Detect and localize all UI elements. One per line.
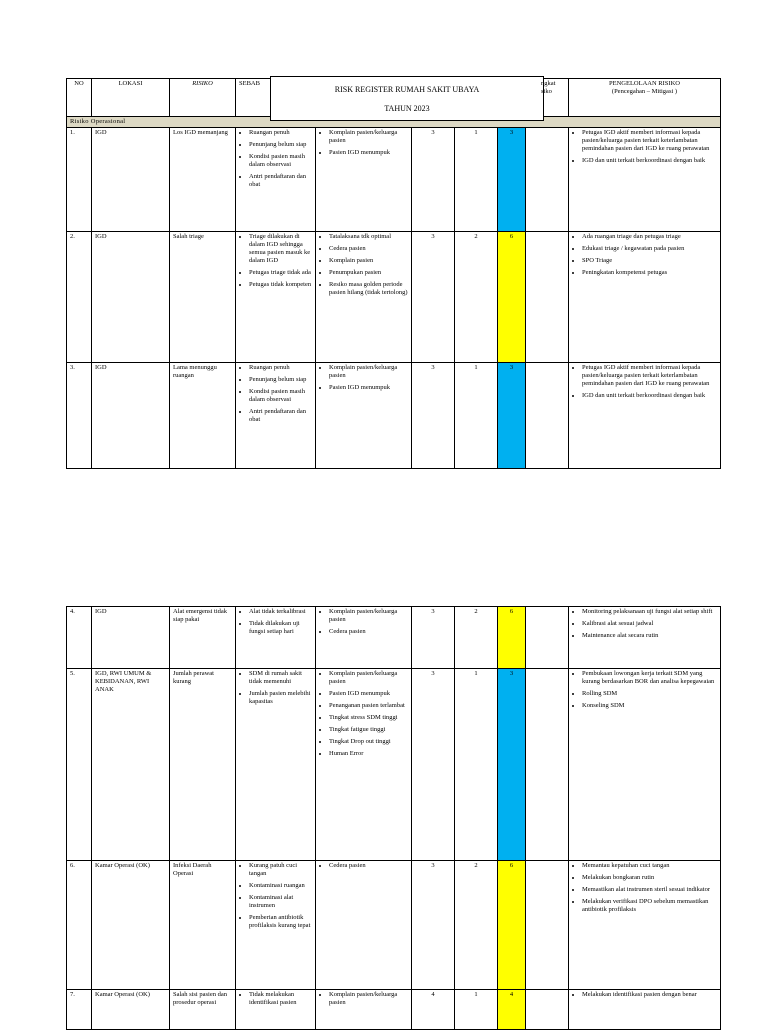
cell-pengelolaan-list (572, 233, 717, 277)
list-item: • Tingkat stress SDM tinggi (329, 714, 408, 722)
cell-tingkat (526, 363, 569, 469)
cell-lokasi: IGD, RWI UMUM & KEBIDANAN, RWI ANAK (92, 669, 170, 861)
cell-pengelolaan (569, 669, 721, 861)
list-item: • Alat tidak terkalibrasi (249, 608, 312, 616)
list-item: • Kontaminasi ruangan (249, 882, 312, 890)
list-item: • Komplain pasien (329, 257, 408, 265)
cell-probabilitas: 3 (412, 669, 455, 861)
cell-pengelolaan-list (572, 670, 717, 710)
list-item: • Petugas IGD aktif memberi informasi kepada pasien/keluarga pasien terkait keterlambatan pemindahan pasien dari IGD ke ruang perawatan (582, 364, 717, 388)
cell-lokasi: IGD (92, 232, 170, 363)
cell-pengelolaan-list (572, 862, 717, 914)
cell-sebab-list (239, 608, 312, 636)
cell-risiko: Los IGD memanjang (170, 128, 236, 232)
list-item: • Pemberian antibiotik profilaksis kurang tepat (249, 914, 312, 930)
cell-probabilitas: 3 (412, 363, 455, 469)
header-tingkat-line1: ngkat (541, 80, 556, 87)
list-item: • Cedera pasien (329, 862, 408, 870)
list-item: • Antri pendaftaran dan obat (249, 173, 312, 189)
list-item: • IGD dan unit terkait berkoordinasi dengan baik (582, 157, 717, 165)
list-item: • Petugas triage tidak ada (249, 269, 312, 277)
list-item: • Tidak melakukan identifikasi pasien (249, 991, 312, 1007)
cell-dampak-score: 1 (455, 128, 498, 232)
cell-pengelolaan-list (572, 608, 717, 640)
table-row (67, 128, 721, 232)
cell-probabilitas: 3 (412, 607, 455, 669)
list-item: • Melakukan bongkaran rutin (582, 874, 717, 882)
document-year: TAHUN 2023 (384, 104, 430, 113)
header-pengelolaan (569, 79, 721, 117)
cell-no: 6. (67, 861, 92, 990)
cell-dampak-list (319, 233, 408, 297)
cell-dampak-list (319, 862, 408, 870)
risk-register-table-page1 (66, 78, 721, 469)
cell-no: 3. (67, 363, 92, 469)
list-item: • Komplain pasien/keluarga pasien (329, 364, 408, 380)
list-item: • Penanganan pasien terlambat (329, 702, 408, 710)
list-item: • Memastikan alat instrumen steril sesuai indikator (582, 886, 717, 894)
cell-lokasi: IGD (92, 607, 170, 669)
cell-dampak-score: 2 (455, 861, 498, 990)
cell-nilai-risiko: 3 (498, 669, 526, 861)
cell-tingkat (526, 861, 569, 990)
cell-sebab (236, 363, 316, 469)
document-title-box (270, 76, 544, 121)
cell-tingkat (526, 128, 569, 232)
list-item: • Jumlah pasien melebihi kapasitas (249, 690, 312, 706)
cell-no: 7. (67, 990, 92, 1030)
cell-dampak (316, 128, 412, 232)
cell-nilai-risiko: 6 (498, 232, 526, 363)
list-item: • Pasien IGD menumpuk (329, 384, 408, 392)
cell-pengelolaan (569, 861, 721, 990)
cell-pengelolaan-list (572, 129, 717, 165)
cell-risiko: Salah triage (170, 232, 236, 363)
document-title: RISK REGISTER RUMAH SAKIT UBAYA (334, 85, 480, 94)
cell-dampak-score: 1 (455, 990, 498, 1030)
cell-dampak (316, 232, 412, 363)
list-item: • Melakukan verifikasi DPO sebelum memastikan antibiotik profilaksis (582, 898, 717, 914)
cell-dampak-list (319, 991, 408, 1007)
cell-sebab (236, 607, 316, 669)
list-item: • Maintenance alat secara rutin (582, 632, 717, 640)
cell-tingkat (526, 669, 569, 861)
cell-dampak (316, 607, 412, 669)
cell-lokasi: Kamar Operasi (OK) (92, 861, 170, 990)
header-pengelolaan-title: PENGELOLAAN RISIKO (609, 80, 680, 87)
cell-pengelolaan (569, 128, 721, 232)
cell-probabilitas: 3 (412, 232, 455, 363)
cell-dampak-list (319, 364, 408, 392)
list-item: • Pasien IGD menumpuk (329, 690, 408, 698)
cell-sebab-list (239, 364, 312, 424)
cell-dampak-score: 1 (455, 363, 498, 469)
list-item: • Tidak dilakukan uji fungsi setiap hari (249, 620, 312, 636)
cell-tingkat (526, 232, 569, 363)
cell-sebab (236, 669, 316, 861)
list-item: • Komplain pasien/keluarga pasien (329, 129, 408, 145)
cell-dampak-score: 2 (455, 607, 498, 669)
list-item: • Ruangan penuh (249, 129, 312, 137)
list-item: • Tatalaksana tdk optimal (329, 233, 408, 241)
cell-risiko: Infeksi Daerah Operasi (170, 861, 236, 990)
cell-nilai-risiko: 3 (498, 128, 526, 232)
cell-no: 2. (67, 232, 92, 363)
cell-pengelolaan (569, 363, 721, 469)
list-item: • Human Error (329, 750, 408, 758)
table-row (67, 607, 721, 669)
cell-probabilitas: 3 (412, 861, 455, 990)
cell-sebab-list (239, 862, 312, 930)
cell-nilai-risiko: 6 (498, 861, 526, 990)
cell-dampak (316, 363, 412, 469)
list-item: • Kalibrasi alat sesuai jadwal (582, 620, 717, 628)
list-item: • Pembukaan lowongan kerja terkait SDM yang kurang berdasarkan BOR dan analisa kepegawaian (582, 670, 717, 686)
list-item: • Monitoring pelaksanaan uji fungsi alat setiap shift (582, 608, 717, 616)
list-item: • IGD dan unit terkait berkoordinasi dengan baik (582, 392, 717, 400)
header-sebab: SEBAB (236, 79, 316, 117)
list-item: • Peningkatan kompetensi petugas (582, 269, 717, 277)
cell-dampak-list (319, 670, 408, 758)
cell-sebab-list (239, 129, 312, 189)
cell-dampak-list (319, 129, 408, 157)
cell-sebab-list (239, 991, 312, 1007)
list-item: • Penunjang belum siap (249, 376, 312, 384)
table-row (67, 669, 721, 861)
header-tingkat-risiko (541, 80, 555, 96)
list-item: • Kondisi pasien masih dalam observasi (249, 388, 312, 404)
risk-register-table-page2 (66, 606, 721, 1030)
list-item: • Petugas tidak kompeten (249, 281, 312, 289)
list-item: • Pasien IGD menumpuk (329, 149, 408, 157)
header-no: NO (67, 79, 92, 117)
cell-probabilitas: 3 (412, 128, 455, 232)
header-pengelolaan-subtitle: (Pencegahan – Mitigasi ) (611, 88, 678, 95)
list-item: • SDM di rumah sakit tidak memenuhi (249, 670, 312, 686)
list-item: • Komplain pasien/keluarga pasien (329, 991, 408, 1007)
cell-lokasi: Kamar Operasi (OK) (92, 990, 170, 1030)
list-item: • Memantau kepatuhan cuci tangan (582, 862, 717, 870)
list-item: • Tingkat fatigue tinggi (329, 726, 408, 734)
list-item: • Cedera pasien (329, 245, 408, 253)
list-item: • Penumpukan pasien (329, 269, 408, 277)
cell-pengelolaan (569, 607, 721, 669)
list-item: • Komplain pasien/keluarga pasien (329, 670, 408, 686)
cell-no: 1. (67, 128, 92, 232)
cell-sebab (236, 128, 316, 232)
cell-sebab (236, 861, 316, 990)
cell-dampak (316, 669, 412, 861)
cell-dampak-list (319, 608, 408, 636)
list-item: • Penunjang belum siap (249, 141, 312, 149)
cell-no: 4. (67, 607, 92, 669)
cell-nilai-risiko: 3 (498, 363, 526, 469)
list-item: • Kondisi pasien masih dalam observasi (249, 153, 312, 169)
cell-sebab-list (239, 670, 312, 706)
cell-risiko: Alat emergensi tidak siap pakai (170, 607, 236, 669)
cell-pengelolaan-list (572, 991, 717, 999)
list-item: • Tingkat Drop out tinggi (329, 738, 408, 746)
cell-nilai-risiko: 6 (498, 607, 526, 669)
list-item: • Triage dilakukan di dalam IGD sehingga semua pasien masuk ke dalam IGD (249, 233, 312, 265)
list-item: • Resiko masa golden periode pasien hilang (tidak tertolong) (329, 281, 408, 297)
cell-dampak (316, 861, 412, 990)
cell-nilai-risiko: 4 (498, 990, 526, 1030)
cell-risiko: Jumlah perawat kurang (170, 669, 236, 861)
cell-probabilitas: 4 (412, 990, 455, 1030)
cell-dampak-score: 1 (455, 669, 498, 861)
table-row (67, 363, 721, 469)
list-item: • Melakukan identifikasi pasien dengan benar (582, 991, 717, 999)
cell-lokasi: IGD (92, 363, 170, 469)
list-item: • Ada ruangan triage dan petugas triage (582, 233, 717, 241)
header-risiko: RISIKO (170, 79, 236, 117)
list-item: • Petugas IGD aktif memberi informasi kepada pasien/keluarga pasien terkait keterlambatan pemindahan pasien dari IGD ke ruang perawatan (582, 129, 717, 153)
list-item: • Kontaminasi alat instrumen (249, 894, 312, 910)
cell-tingkat (526, 607, 569, 669)
list-item: • Antri pendaftaran dan obat (249, 408, 312, 424)
list-item: • Cedera pasien (329, 628, 408, 636)
header-lokasi: LOKASI (92, 79, 170, 117)
list-item: • Konseling SDM (582, 702, 717, 710)
cell-pengelolaan (569, 232, 721, 363)
cell-no: 5. (67, 669, 92, 861)
list-item: • Ruangan penuh (249, 364, 312, 372)
cell-risiko: Lama menunggu ruangan (170, 363, 236, 469)
list-item: • Kurang patuh cuci tangan (249, 862, 312, 878)
list-item: • Komplain pasien/keluarga pasien (329, 608, 408, 624)
cell-sebab-list (239, 233, 312, 289)
cell-risiko: Salah sisi pasien dan prosedur operasi (170, 990, 236, 1030)
cell-pengelolaan-list (572, 364, 717, 400)
header-tingkat-line2: siko (541, 88, 552, 95)
cell-dampak-score: 2 (455, 232, 498, 363)
cell-lokasi: IGD (92, 128, 170, 232)
section-label: Risiko Operasional (67, 117, 721, 128)
list-item: • Rolling SDM (582, 690, 717, 698)
list-item: • SPO Triage (582, 257, 717, 265)
table-row (67, 232, 721, 363)
table-row (67, 861, 721, 990)
list-item: • Edukasi triage / kegawatan pada pasien (582, 245, 717, 253)
cell-sebab (236, 232, 316, 363)
